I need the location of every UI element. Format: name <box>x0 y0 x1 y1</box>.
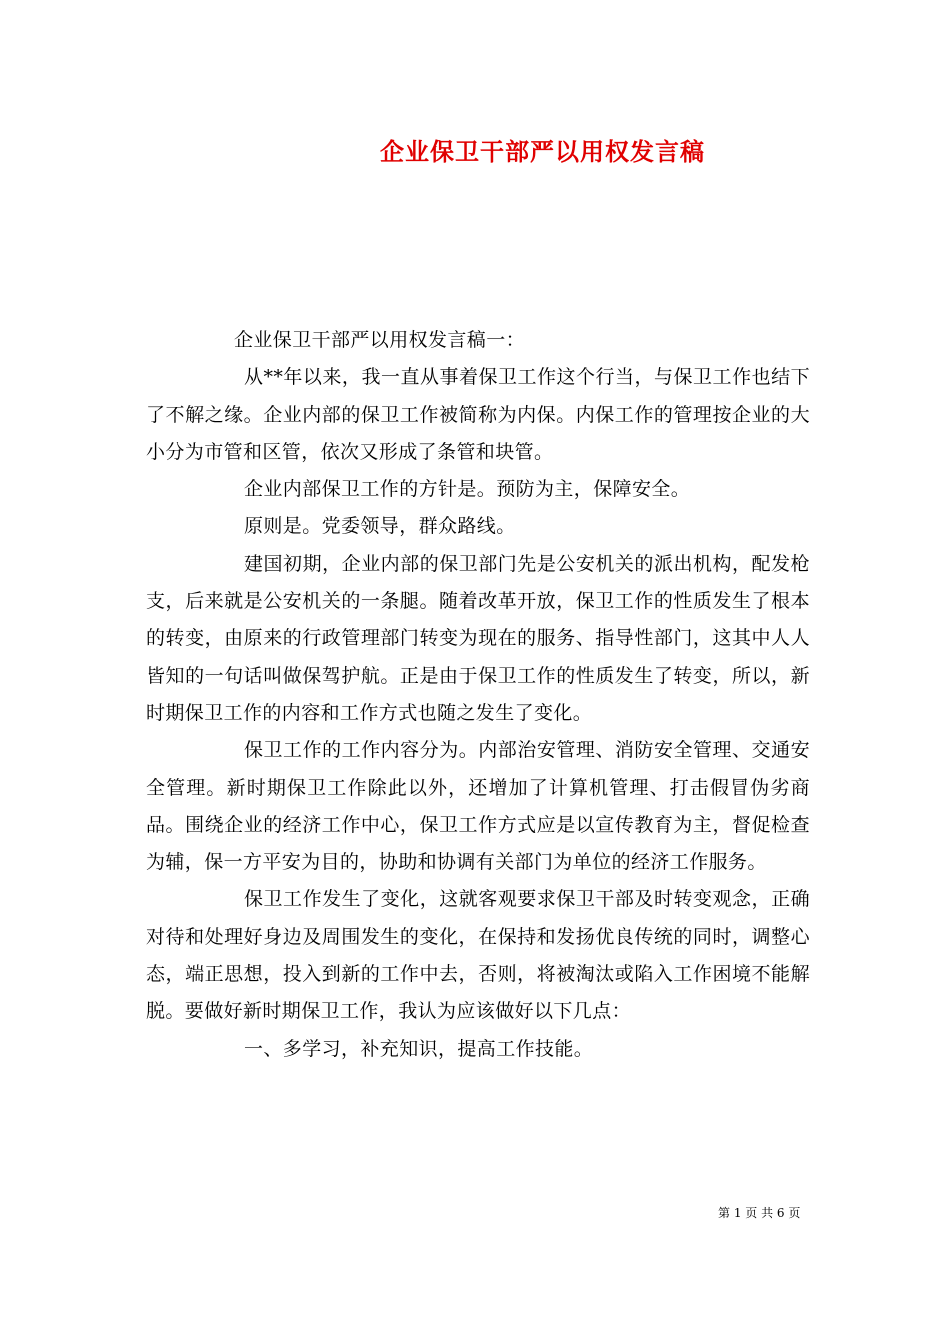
page-number-footer: 第 1 页 共 6 页 <box>718 1206 801 1220</box>
paragraph: 建国初期，企业内部的保卫部门先是公安机关的派出机构，配发枪支，后来就是公安机关的一条腿。随着改革开放，保卫工作的性质发生了根本的转变，由原来的行政管理部门转变为现在的服务、指导性部门，这其中人人皆知的一句话叫做保驾护航。正是由于保卫工作的性质发生了转变，所以，新时期保卫工作的内容和工作方式也随之发生了变化。 <box>146 552 810 724</box>
paragraph: 保卫工作发生了变化，这就客观要求保卫干部及时转变观念，正确对待和处理好身边及周围发生的变化，在保持和发扬优良传统的同时，调整心态，端正思想，投入到新的工作中去，否则，将被淘汰或陷入工作困境不能解脱。要做好新时期保卫工作，我认为应该做好以下几点： <box>146 888 810 1023</box>
document-body <box>146 322 810 1068</box>
paragraph: 企业内部保卫工作的方针是。预防为主，保障安全。 <box>244 478 691 501</box>
section-heading: 企业保卫干部严以用权发言稿一： <box>234 329 526 351</box>
paragraph: 从**年以来，我一直从事着保卫工作这个行当，与保卫工作也结下了不解之缘。企业内部的保卫工作被简称为内保。内保工作的管理按企业的大小分为市管和区管，依次又形成了条管和块管。 <box>146 366 810 463</box>
paragraph: 原则是。党委领导，群众路线。 <box>244 515 516 538</box>
paragraph: 一、多学习，补充知识，提高工作技能。 <box>244 1037 594 1060</box>
paragraph: 保卫工作的工作内容分为。内部治安管理、消防安全管理、交通安全管理。新时期保卫工作除此以外，还增加了计算机管理、打击假冒伪劣商品。围绕企业的经济工作中心，保卫工作方式应是以宣传教育为主，督促检查为辅，保一方平安为目的，协助和协调有关部门为单位的经济工作服务。 <box>146 739 810 874</box>
document-title: 企业保卫干部严以用权发言稿 <box>380 137 705 166</box>
